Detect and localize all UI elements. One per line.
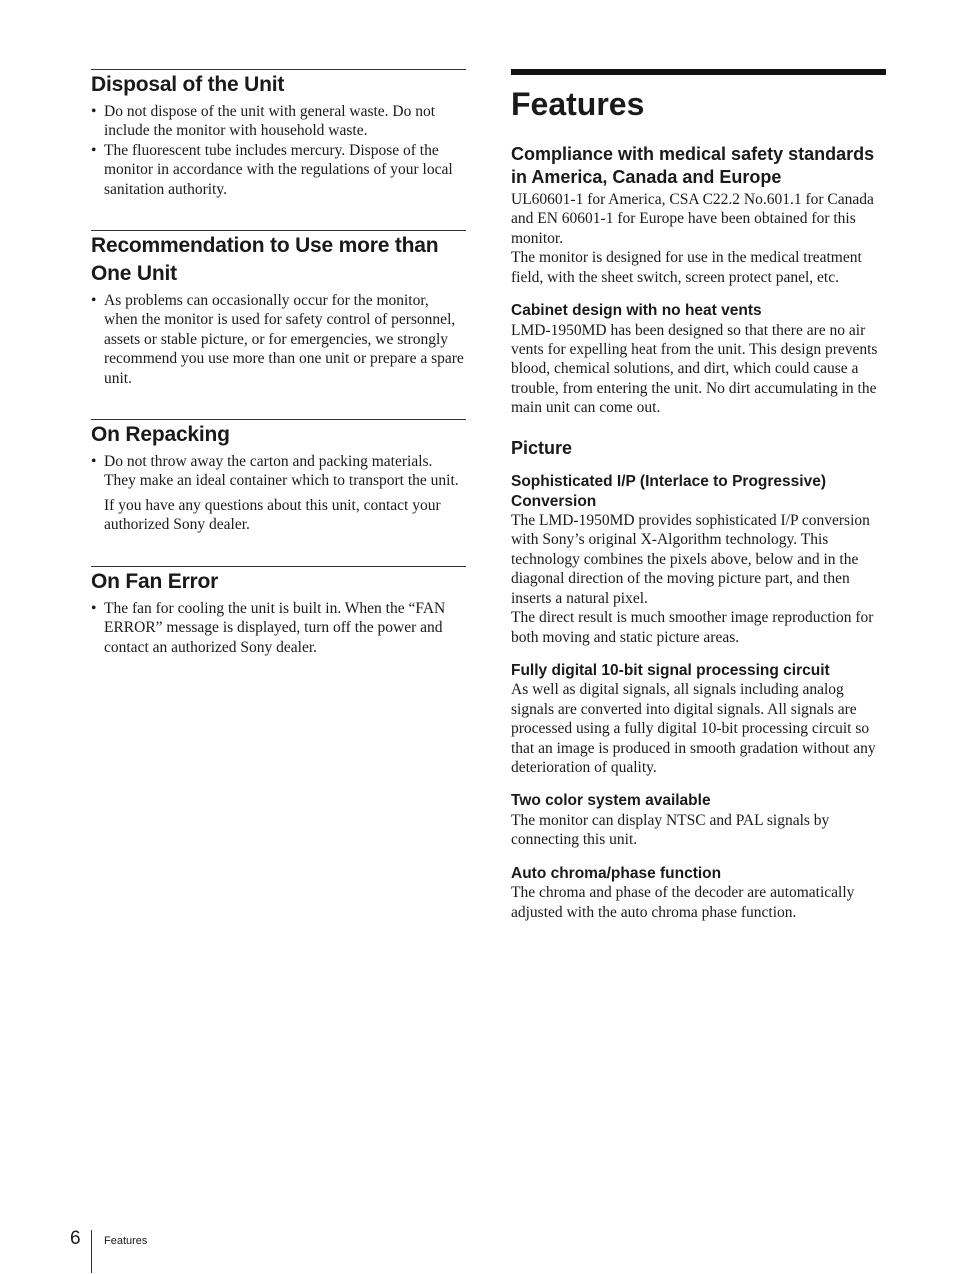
digital-circuit-heading: Fully digital 10-bit signal processing circuit	[511, 661, 830, 679]
footer-divider	[91, 1230, 92, 1273]
right-column	[511, 69, 886, 922]
section-heading: Recommendation to Use more than One Unit	[91, 234, 439, 286]
picture-heading: Picture	[511, 437, 573, 458]
bullet-list	[91, 102, 466, 199]
ip-conversion-paragraph: The LMD-1950MD provides sophisticated I/P conversion with Sony’s original X-Algorithm technology. This technology combines the pixels above, below and in the diagonal direction of the moving picture part, and then inserts a natural pixel.	[511, 512, 870, 607]
auto-chroma-paragraph: The chroma and phase of the decoder are automatically adjusted with the auto chroma phase function.	[511, 884, 855, 921]
ip-conversion-paragraph: The direct result is much smoother image reproduction for both moving and static picture areas.	[511, 609, 874, 646]
section-heading: On Fan Error	[91, 569, 219, 593]
footer-section-label: Features	[104, 1235, 148, 1247]
bullet-list	[91, 291, 466, 388]
section-recommendation	[91, 230, 466, 388]
compliance-heading: Compliance with medical safety standards in America, Canada and Europe	[511, 144, 875, 187]
bullet-item: • The fan for cooling the unit is built in. When the “FAN ERROR” message is displayed, turn off the power and contact an authorized Sony dealer.	[91, 599, 466, 657]
bullet-continuation: If you have any questions about this unit, contact your authorized Sony dealer.	[104, 496, 441, 534]
compliance-paragraph: UL60601-1 for America, CSA C22.2 No.601.1 for Canada and EN 60601-1 for Europe have been obtained for this monitor.	[511, 191, 874, 247]
page-number: 6	[70, 1228, 81, 1249]
bullet-item: • Do not dispose of the unit with general waste. Do not include the monitor with household waste.	[91, 102, 466, 141]
left-column	[91, 69, 466, 657]
section-fan-error	[91, 566, 466, 657]
chapter-title: Features	[511, 86, 645, 122]
ip-conversion-heading: Sophisticated I/P (Interlace to Progressive) Conversion	[511, 473, 826, 510]
two-color-heading: Two color system available	[511, 792, 711, 810]
cabinet-heading: Cabinet design with no heat vents	[511, 302, 762, 320]
section-repacking	[91, 419, 466, 535]
compliance-paragraph: The monitor is designed for use in the medical treatment field, with the sheet switch, screen protect panel, etc.	[511, 249, 862, 286]
digital-circuit-paragraph: As well as digital signals, all signals including analog signals are converted into digital signals. All signals are processed using a fully digital 10-bit processing circuit so that an image is produced in smooth gradation without any deterioration of quality.	[511, 681, 876, 777]
section-disposal	[91, 69, 466, 199]
bullet-item: • Do not throw away the carton and packing materials. They make an ideal container which to transport the unit.	[91, 452, 466, 491]
auto-chroma-heading: Auto chroma/phase function	[511, 864, 722, 882]
chapter-rule	[511, 69, 886, 75]
two-color-paragraph: The monitor can display NTSC and PAL signals by connecting this unit.	[511, 811, 830, 849]
bullet-item: • The fluorescent tube includes mercury. Dispose of the monitor in accordance with the regulations of your local sanitation authority.	[91, 141, 466, 199]
section-heading: On Repacking	[91, 423, 230, 447]
bullet-item: • As problems can occasionally occur for the monitor, when the monitor is used for safety control of personnel, assets or stable picture, or for emergencies, we strongly recommend you use more than one unit or prepare a spare unit.	[91, 291, 466, 388]
section-heading: Disposal of the Unit	[91, 73, 285, 96]
cabinet-paragraph: LMD-1950MD has been designed so that there are no air vents for expelling heat from the unit. This design prevents blood, chemical solutions, and dirt, which could cause a trouble, from entering the unit. No dirt accumulating in the main unit can come out.	[511, 321, 878, 417]
bullet-list	[91, 599, 466, 657]
bullet-list	[91, 452, 466, 491]
